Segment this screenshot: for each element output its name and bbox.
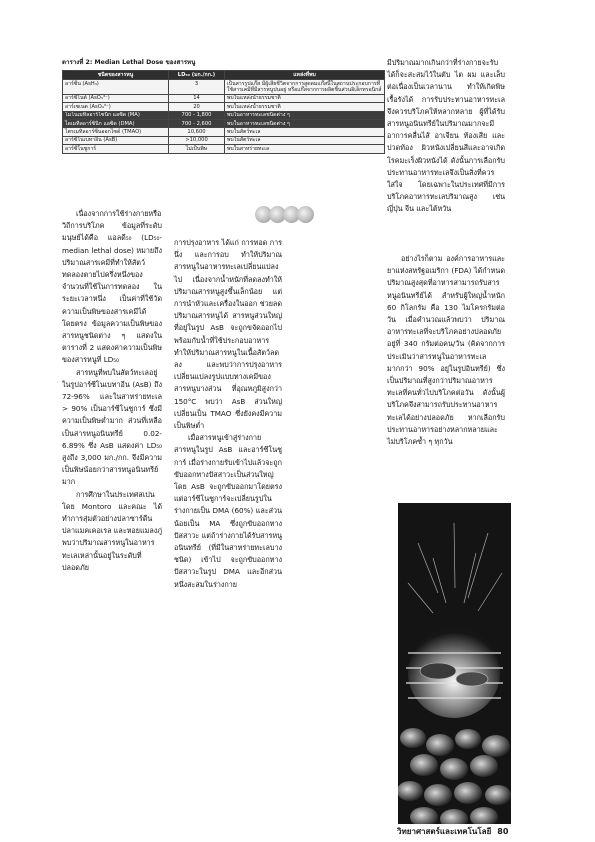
table-row	[63, 136, 385, 144]
cell-arsenic-type: อาร์ซีโนชูการ์	[63, 145, 169, 153]
cell-arsenic-type: อาร์เซเนต (AsO₄³⁻)	[63, 103, 169, 111]
cell-source: เป็นสารรูปแก๊ส มีผู้เสียชีวิตจากการสูดดมแก๊สนี้ในสถานประกอบการที่ใช้สารเคมีที่มีสารหนูปนอยู่ หรือแก๊สจากการผลิตชิ้นส่วนอิเล็กทรอนิกส์	[225, 80, 385, 95]
cell-arsenic-type: ไตรเมทิลอาร์ซีนออกไซด์ (TMAO)	[63, 128, 169, 136]
cell-source: พบในแหล่งน้ำธรรมชาติ	[225, 103, 385, 111]
lethal-dose-table-block	[62, 57, 384, 154]
left-column	[62, 208, 162, 574]
middle-paragraph-1: การปรุงอาหาร ได้แก่ การทอด การนึ่ง และการอบ ทำให้ปริมาณสารหนูในอาหารทะเลเปลี่ยนแปลงไป เนื่องจากน้ำหนักที่ลดลงทำให้ปริมาณสารหนูสูงขึ้นเล็กน้อย แต่การนำหัวและเครื่องในออก ช่วยลดปริมาณสารหนูได้ สารหนูส่วนใหญ่ที่อยู่ในรูป AsB จะถูกขจัดออกไปพร้อมกับน้ำที่ใช้ประกอบอาหาร ทำให้ปริมาณสารหนูในเนื้อสัตว์ลดลง และพบว่าการปรุงอาหารเปลี่ยนแปลงรูปแบบทางเคมีของสารหนูบางส่วน ที่อุณหภูมิสูงกว่า 150°C พบว่า AsB ส่วนใหญ่เปลี่ยนเป็น TMAO ซึ่งยังคงมีความเป็นพิษต่ำ	[174, 238, 282, 431]
header-ld50: LD₅₀ (มก./กก.)	[169, 71, 225, 80]
header-source: แหล่งที่พบ	[225, 71, 385, 80]
cell-ld50: 3	[169, 80, 225, 95]
cell-arsenic-type: อาร์ซีไนต์ (AsO₃³⁻)	[63, 94, 169, 102]
middle-paragraph-2: เมื่อสารหนูเข้าสู่ร่างกาย สารหนูในรูป AsB และอาร์ซีโนชูการ์ เมื่อร่างกายรับเข้าไปแล้วจะถูกขับออกทางปัสสาวะเป็นส่วนใหญ่ โดย AsB จะถูกขับออกมาโดยตรง แต่อาร์ซีโนชูการ์จะเปลี่ยนรูปในร่างกายเป็น DMA (60%) และส่วนน้อยเป็น MA ซึ่งถูกขับออกทางปัสสาวะ แต่ถ้าร่างกายได้รับสารหนูอนินทรีย์ (ที่มีในสาหร่ายทะเลบางชนิด) เข้าไป จะถูกขับออกทางปัสสาวะในรูป DMA และอีกส่วนหนึ่งสะสมในร่างกาย	[174, 433, 282, 589]
header-arsenic-type: ชนิดของสารหนู	[63, 71, 169, 80]
page-number: 80	[497, 827, 509, 836]
cell-source: พบในอาหารทะเลชนิดต่าง ๆ	[225, 111, 385, 119]
table-row	[63, 94, 385, 102]
right-paragraph-1: มีปริมาณมากเกินกว่าที่ร่างกายจะรับได้ก็จะสะสมไว้ในตับ ไต ผม และเล็บ ต่อเนื่องเป็นเวลานาน ทำให้เกิดพิษเรื้อรังได้ การรับประทานอาหารทะเลจึงควรบริโภคให้หลากหลาย ผู้ที่ได้รับสารหนูอนินทรีย์ในปริมาณมากจะมีอาการคลื่นไส้ อาเจียน ท้องเสีย และปวดท้อง ผิวหนังเปลี่ยนสีและอาจเกิดโรคมะเร็งผิวหนังได้ ดังนั้นการเลือกรับประทานอาหารทะเลจึงเป็นสิ่งที่ควรใส่ใจ โดยเฉพาะในประเทศที่มีการบริโภคอาหารทะเลปริมาณสูง เช่น ญี่ปุ่น จีน และไต้หวัน	[387, 58, 505, 214]
cell-arsenic-type: อาร์ซีน (AsH₃)	[63, 80, 169, 95]
cell-ld50: 700 - 1,800	[169, 111, 225, 119]
cell-arsenic-type: อาร์ซีโนเบทาอีน (AsB)	[63, 136, 169, 144]
cell-ld50: ไม่เป็นพิษ	[169, 145, 225, 153]
table-row	[63, 80, 385, 95]
cell-arsenic-type: ไดเมทิลอาร์ซินิก แอซิด (DMA)	[63, 120, 169, 128]
cell-ld50: 14	[169, 94, 225, 102]
table-row	[63, 103, 385, 111]
cell-ld50: 10,600	[169, 128, 225, 136]
cell-source: พบในสัตว์ทะเล	[225, 128, 385, 136]
cell-arsenic-type: โมโนเมทิลอาร์โซนิก แอซิด (MA)	[63, 111, 169, 119]
table-row	[63, 120, 385, 128]
right-column-bottom	[387, 253, 505, 448]
left-paragraph-3: การศึกษาในประเทศสเปน โดย Montoro และคณะ ได้ทำการสุ่มตัวอย่างปลาซาร์ดีน ปลาแมคเคอเรล และหอยแมลงภู่ พบว่าปริมาณสารหนูในอาหารทะเลเหล่านั้นอยู่ในระดับที่ปลอดภัย	[62, 489, 162, 572]
table-row	[63, 111, 385, 119]
table-row	[63, 128, 385, 136]
cell-source: พบในสาหร่ายทะเล	[225, 145, 385, 153]
left-paragraph-2: สารหนูที่พบในสัตว์ทะเลอยู่ในรูปอาร์ซีโนเบทาอีน (AsB) ถึง 72-96% และในสาหร่ายทะเล > 90% เป็นอาร์ซีโนชูการ์ ซึ่งมีความเป็นพิษต่ำมาก ส่วนที่เหลือเป็นสารหนูอนินทรีย์ 0.02-6.89% ซึ่ง AsB แสดงค่า LD₅₀ สูงถึง 3,000 มก./กก. จึงมีความเป็นพิษน้อยกว่าสารหนูอนินทรีย์มาก	[62, 367, 162, 487]
page-footer	[397, 825, 507, 838]
left-paragraph-1: เนื่องจากการใช้ร่างกายหรือวิถีการบริโภค ข้อมูลที่ระดับมนุษย์ได้คือ แอลดี₅₀ (LD₅₀-median lethal dose) หมายถึง ปริมาณสารเคมีที่ทำให้สัตว์ทดลองตายไปครึ่งหนึ่งของจำนวนที่ใช้ในการทดลอง ในระยะเวลาหนึ่ง เป็นค่าที่ใช้วัดความเป็นพิษของสารเคมีได้โดยตรง ข้อมูลความเป็นพิษของสารหนูชนิดต่าง ๆ แสดงในตารางที่ 2 แสดงค่าความเป็นพิษของสารหนูที่ LD₅₀	[62, 209, 162, 365]
cell-ld50: 700 - 2,600	[169, 120, 225, 128]
decorative-circles	[255, 206, 315, 224]
right-column-top	[387, 57, 505, 216]
middle-column	[174, 237, 282, 591]
cell-source: พบในแหล่งน้ำธรรมชาติ	[225, 94, 385, 102]
table-row	[63, 145, 385, 153]
cell-ld50: >10,000	[169, 136, 225, 144]
cell-source: พบในอาหารทะเลชนิดต่าง ๆ	[225, 120, 385, 128]
lethal-dose-table	[62, 70, 385, 154]
grilled-seafood-illustration	[398, 503, 511, 824]
right-paragraph-2: อย่างไรก็ตาม องค์การอาหารและยาแห่งสหรัฐอเมริกา (FDA) ได้กำหนดปริมาณสูงสุดที่อาหารสามารถรับสารหนูอนินทรีย์ได้ สำหรับผู้ใหญ่น้ำหนัก 60 กิโลกรัม คือ 130 ไมโครกรัมต่อวัน เมื่อคำนวณแล้วพบว่า ปริมาณอาหารทะเลที่จะบริโภคอย่างปลอดภัยอยู่ที่ 340 กรัมต่อคน/วัน (คิดจากการประเมินว่าสารหนูในอาหารทะเลมากกว่า 90% อยู่ในรูปอินทรีย์) ซึ่งเป็นปริมาณที่สูงกว่าปริมาณอาหารทะเลที่คนทั่วไปบริโภคต่อวัน ดังนั้นผู้บริโภคจึงสามารถรับประทานอาหารทะเลได้อย่างปลอดภัย หากเลือกรับประทานอาหารอย่างหลากหลายและไม่บริโภคซ้ำ ๆ ทุกวัน	[387, 254, 505, 447]
grilled-seafood-photo	[398, 503, 511, 824]
publication-title: วิทยาศาสตร์และเทคโนโลยี	[397, 827, 492, 836]
table-header-row	[63, 71, 385, 80]
table-caption: ตารางที่ 2: Median Lethal Dose ของสารหนู	[62, 59, 196, 66]
cell-source: พบในสัตว์ทะเล	[225, 136, 385, 144]
cell-ld50: 20	[169, 103, 225, 111]
